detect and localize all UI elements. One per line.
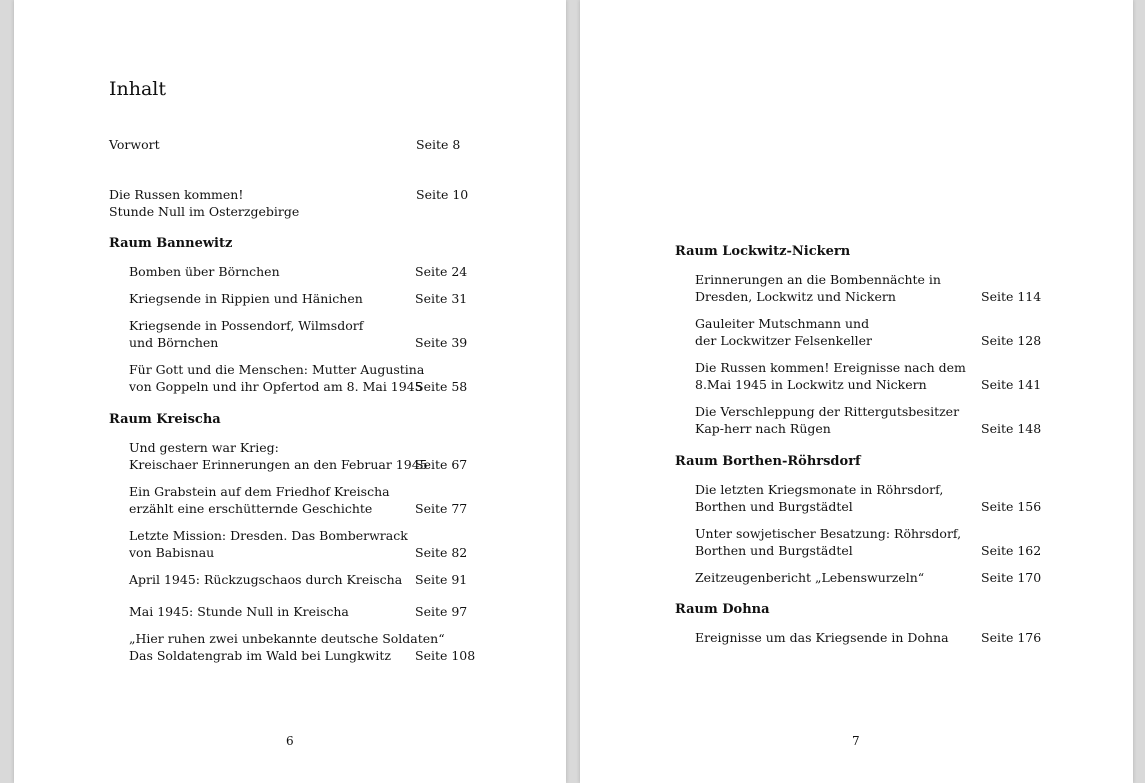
toc-entry-title: Die Russen kommen! Stunde Null im Osterzgebirge	[109, 187, 300, 219]
toc-entry-page: Seite 108	[415, 648, 476, 663]
toc-entry-page: Seite 8	[416, 137, 461, 152]
toc-entry-page: Seite 97	[415, 604, 468, 619]
page-title: Inhalt	[109, 78, 167, 100]
toc-entry-title: Kriegsende in Possendorf, Wilmsdorf und Börnchen	[129, 318, 364, 350]
toc-entry-page: Seite 148	[981, 421, 1042, 436]
section-heading: Raum Lockwitz-Nickern	[675, 244, 851, 259]
section-heading: Raum Dohna	[675, 602, 770, 617]
toc-entry-page: Seite 162	[981, 543, 1042, 558]
toc-entry-title: Die Russen kommen! Ereignisse nach dem 8.Mai 1945 in Lockwitz und Nickern	[695, 360, 966, 392]
toc-entry-title: Die letzten Kriegsmonate in Röhrsdorf, Borthen und Burgstädtel	[695, 482, 944, 514]
left-page	[14, 0, 566, 783]
toc-entry-page: Seite 31	[415, 291, 468, 306]
toc-entry-title: „Hier ruhen zwei unbekannte deutsche Soldaten“ Das Soldatengrab im Wald bei Lungkwitz	[129, 631, 445, 663]
toc-entry-page: Seite 114	[981, 289, 1042, 304]
toc-entry-title: Letzte Mission: Dresden. Das Bomberwrack von Babisnau	[129, 528, 408, 560]
toc-entry-page: Seite 24	[415, 264, 468, 279]
toc-entry-page: Seite 170	[981, 570, 1042, 585]
toc-entry-title: Mai 1945: Stunde Null in Kreischa	[129, 604, 349, 619]
toc-entry-page: Seite 10	[416, 187, 469, 202]
toc-entry-title: Für Gott und die Menschen: Mutter Augustina von Goppeln und ihr Opfertod am 8. Mai 1945	[129, 362, 425, 394]
section-heading: Raum Bannewitz	[109, 236, 233, 251]
toc-entry-title: Kriegsende in Rippien und Hänichen	[129, 291, 363, 306]
toc-entry-page: Seite 58	[415, 379, 468, 394]
section-heading: Raum Kreischa	[109, 412, 221, 427]
toc-entry-title: Ereignisse um das Kriegsende in Dohna	[695, 630, 949, 645]
toc-entry-title: Erinnerungen an die Bombennächte in Dresden, Lockwitz und Nickern	[695, 272, 941, 304]
toc-entry-page: Seite 39	[415, 335, 468, 350]
toc-entry-page: Seite 141	[981, 377, 1042, 392]
page-number: 7	[852, 734, 860, 748]
toc-entry-page: Seite 67	[415, 457, 468, 472]
toc-entry-page: Seite 176	[981, 630, 1042, 645]
toc-entry-title: Unter sowjetischer Besatzung: Röhrsdorf, Borthen und Burgstädtel	[695, 526, 962, 558]
toc-entry-page: Seite 82	[415, 545, 468, 560]
toc-entry-title: Und gestern war Krieg: Kreischaer Erinnerungen an den Februar 1945	[129, 440, 428, 472]
section-heading: Raum Borthen-Röhrsdorf	[675, 454, 861, 469]
right-page	[580, 0, 1133, 783]
toc-entry-page: Seite 91	[415, 572, 468, 587]
toc-entry-page: Seite 156	[981, 499, 1042, 514]
toc-entry-page: Seite 128	[981, 333, 1042, 348]
toc-entry-title: Ein Grabstein auf dem Friedhof Kreischa erzählt eine erschütternde Geschichte	[129, 484, 390, 516]
toc-entry-title: Vorwort	[109, 137, 160, 152]
toc-entry-title: Bomben über Börnchen	[129, 264, 280, 279]
toc-entry-title: April 1945: Rückzugschaos durch Kreischa	[129, 572, 403, 587]
toc-entry-title: Gauleiter Mutschmann und der Lockwitzer Felsenkeller	[695, 316, 872, 348]
toc-entry-title: Zeitzeugenbericht „Lebenswurzeln“	[695, 570, 925, 585]
toc-entry-title: Die Verschleppung der Rittergutsbesitzer Kap-herr nach Rügen	[695, 404, 960, 436]
page-number: 6	[286, 734, 294, 748]
toc-entry-page: Seite 77	[415, 501, 468, 516]
